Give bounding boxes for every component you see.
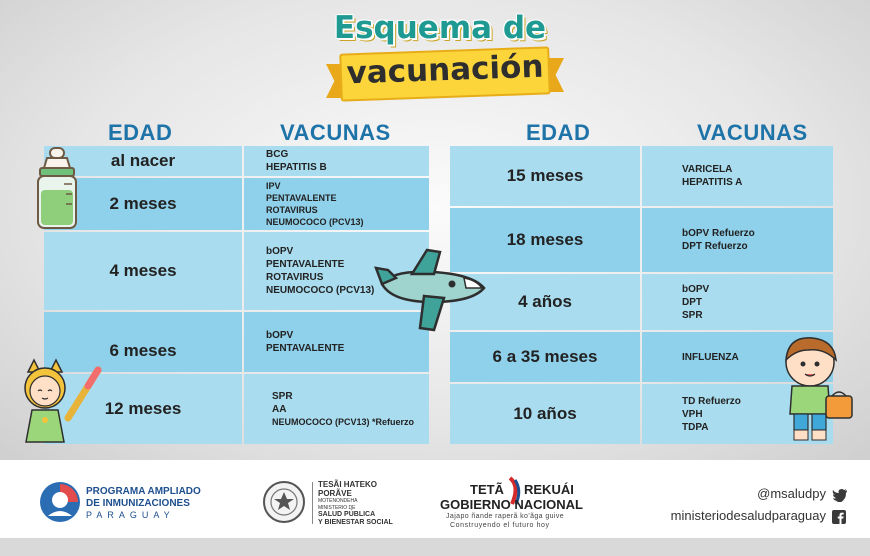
vaccine-name: IPV [266,181,281,191]
table-row [450,384,833,444]
vaccine-name: SPR [272,390,293,402]
right-vaccines-header: VACUNAS [697,120,808,145]
twitter-icon [832,488,848,502]
vaccine-cell [244,178,429,230]
age-cell: 2 meses [44,178,242,230]
vaccine-name: INFLUENZA [682,351,739,363]
gov-line4: Construyendo el futuro hoy [450,522,550,529]
pai-logo [38,478,238,526]
title-line-1: Esquema de [333,10,547,46]
vaccine-name: PENTAVALENTE [266,193,337,203]
pai-name-line3: PARAGUAY [86,510,175,520]
age-cell: 6 a 35 meses [450,332,640,382]
title-block [300,6,580,106]
vaccine-name: bOPV Refuerzo [682,228,755,239]
vaccine-name: DPT Refuerzo [682,241,748,252]
vaccine-name: PENTAVALENTE [266,259,345,270]
logo-divider [312,482,313,524]
age-cell: 4 años [450,274,640,330]
gov-line1b: REKUÁI [524,482,574,497]
girl-illustration [14,358,106,450]
mspbs-line1: TESÃI HATEKO [318,480,377,489]
gov-line2: GOBIERNO NACIONAL [440,497,583,512]
vaccine-name: NEUMOCOCO (PCV13) [266,217,364,227]
baby-bottle-icon [30,146,84,232]
table-row [450,146,833,206]
mspbs-line2: PORÃVE [318,489,352,498]
left-vaccines-header: VACUNAS [280,120,391,145]
vaccine-name: SPR [682,309,703,321]
airplane-icon [372,244,492,334]
bottom-bar [0,538,870,556]
table-row [450,332,833,382]
pai-name-line2: DE INMUNIZACIONES [86,498,190,509]
seal-icon [262,480,306,524]
vaccine-name: VARICELA [682,164,733,175]
vaccine-name: ROTAVIRUS [266,205,318,215]
vaccine-cell [642,208,833,272]
social-handles [660,486,850,528]
vaccine-name: ROTAVIRUS [266,272,324,283]
age-cell: al nacer [44,146,242,176]
vaccine-name: VPH [682,408,703,420]
table-row [450,274,833,330]
mspbs-line4: MINISTERIO DE [318,505,356,511]
vaccine-name: bOPV [682,283,710,295]
age-cell: 4 meses [44,232,242,310]
gobierno-nacional-logo [440,476,600,532]
vaccine-name: HEPATITIS B [266,162,327,173]
vaccine-name: DPT [682,296,702,308]
vaccine-name: HEPATITIS A [682,177,743,188]
facebook-handle[interactable]: ministeriodesaludparaguay [670,508,826,523]
mspbs-seal-logo [262,480,412,528]
vaccine-cell [642,274,833,330]
vaccine-name: AA [272,403,287,415]
gov-line1a: TETÃ [470,482,504,497]
vaccine-name: TDPA [682,421,709,433]
pai-name-line1: PROGRAMA AMPLIADO [86,486,201,497]
vaccine-name: BCG [266,149,289,160]
right-age-header: EDAD [526,120,591,145]
vaccine-cell [642,146,833,206]
age-cell: 18 meses [450,208,640,272]
mspbs-line6: Y BIENESTAR SOCIAL [318,519,393,526]
table-row [450,208,833,272]
vaccine-name: PENTAVALENTE [266,343,345,354]
vaccine-name: NEUMOCOCO (PCV13) *Refuerzo [272,416,415,427]
age-cell: 6 meses [44,312,242,372]
vaccine-name: TD Refuerzo [682,395,741,407]
table-row [44,178,429,230]
table-row [44,146,429,176]
gov-line3: Jajapo ñande raperã ko'ãga guive [446,513,565,520]
left-age-header: EDAD [108,120,173,145]
age-cell: 12 meses [44,374,242,444]
mspbs-line5: SALUD PÚBLICA [318,511,376,518]
twitter-handle[interactable]: @msaludpy [757,486,826,501]
vaccine-name: NEUMOCOCO (PCV13) [266,285,375,296]
age-cell: 15 meses [450,146,640,206]
vaccine-name: bOPV [266,330,294,341]
mspbs-line3: MOTENONDEHA [318,498,358,504]
vaccine-cell [244,374,429,444]
vaccine-cell [244,146,429,176]
facebook-icon [832,510,846,524]
title-line-2: vacunación [345,48,545,92]
vaccine-name: bOPV [266,246,294,257]
boy-illustration [778,334,858,444]
age-cell: 10 años [450,384,640,444]
pai-logo-mark [38,480,82,524]
